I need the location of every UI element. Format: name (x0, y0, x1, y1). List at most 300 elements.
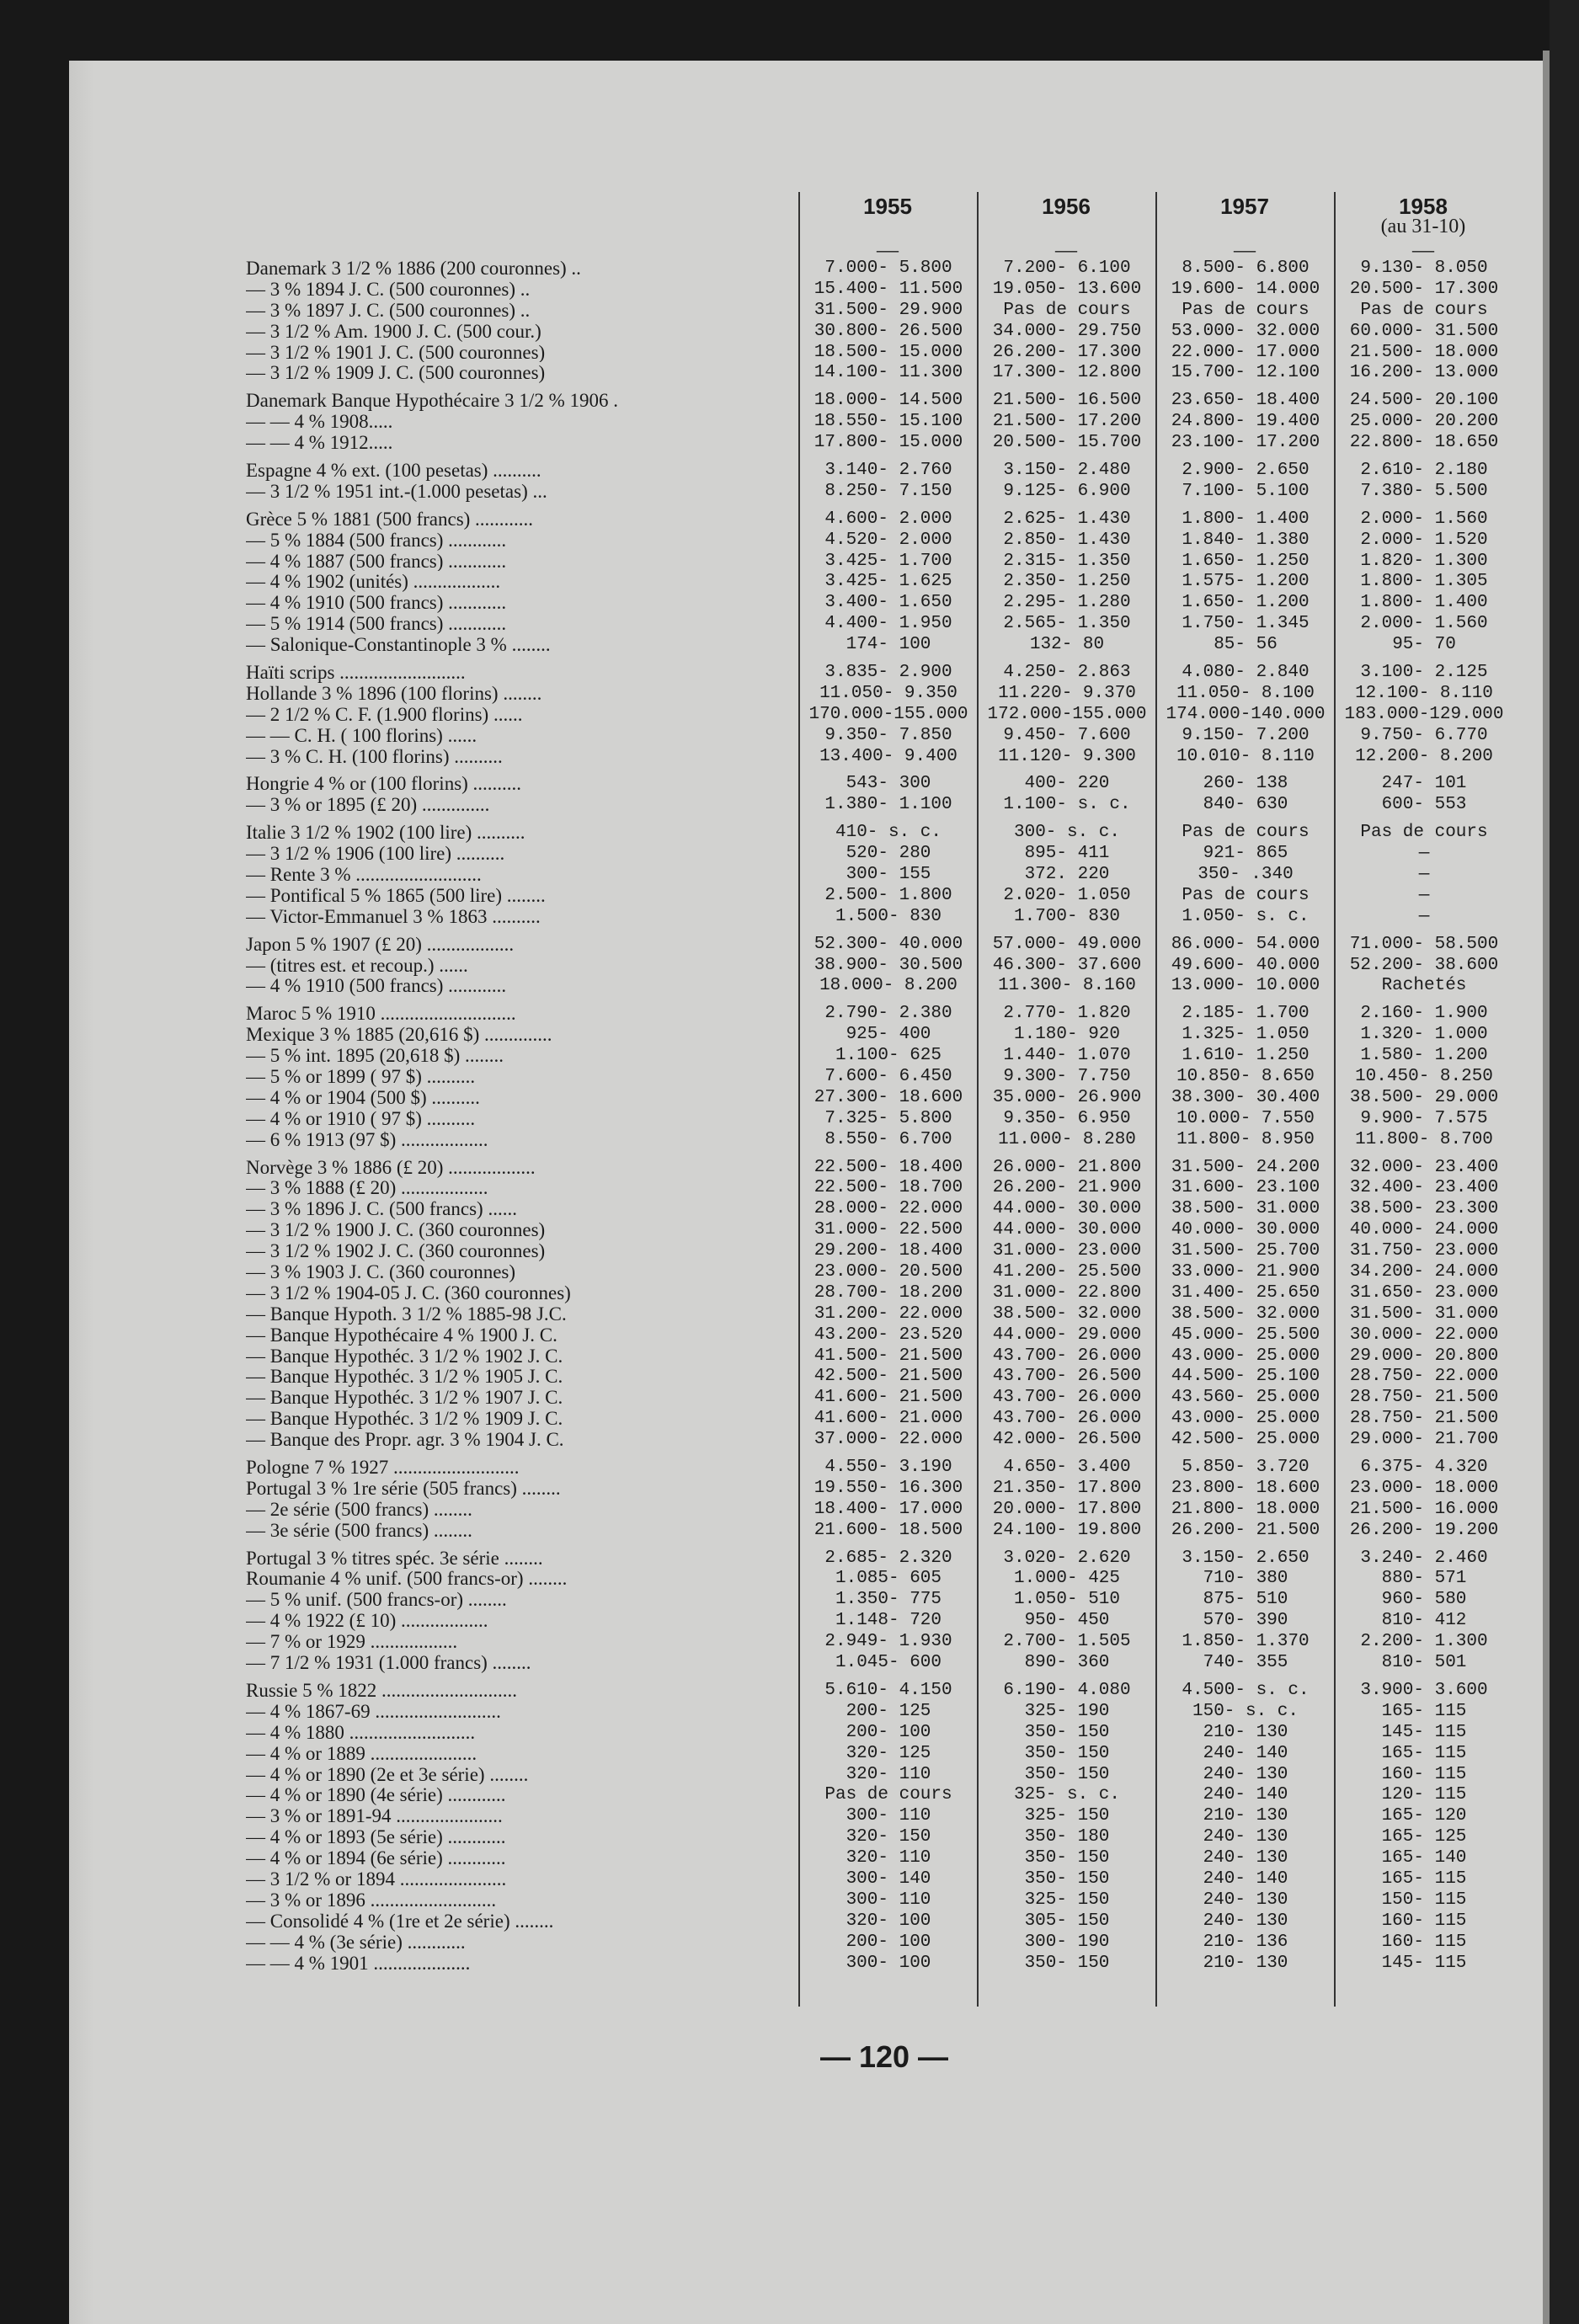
price-range-cell: 4.500- s. c. (1182, 1680, 1310, 1700)
price-range-cell: 31.500- 29.900 (814, 300, 963, 320)
security-label: — 4 % or 1910 ( 97 $) .......... (246, 1107, 476, 1129)
table-row (246, 383, 1513, 411)
price-range-cell: 300- 100 (846, 1953, 931, 1973)
price-range-cell: 240- 140 (1203, 1785, 1288, 1805)
table-row (246, 815, 1513, 843)
price-range-cell: 1.320- 1.000 (1360, 1025, 1488, 1045)
security-label: — Rente 3 % .......................... (246, 864, 482, 885)
price-range-cell: 183.000-129.000 (1344, 704, 1504, 724)
table-row (246, 955, 1513, 976)
price-range-cell: 43.700- 26.000 (992, 1409, 1142, 1429)
price-range-cell: 895- 411 (1024, 844, 1110, 864)
security-label: — 5 % or 1899 ( 97 $) .......... (246, 1066, 476, 1087)
security-label: Grèce 5 % 1881 (500 francs) ............ (246, 508, 534, 530)
security-label: — Banque Hypothéc. 3 1/2 % 1907 J. C. (246, 1387, 563, 1409)
price-range-cell: 890- 360 (1024, 1653, 1110, 1673)
price-range-cell: 1.575- 1.200 (1182, 572, 1310, 592)
price-range-cell: 165- 120 (1381, 1806, 1467, 1826)
security-label: — 3 % or 1896 .......................... (246, 1889, 497, 1911)
price-range-cell: 26.200- 21.900 (992, 1178, 1142, 1198)
price-range-cell: 925- 400 (846, 1025, 931, 1045)
security-label: — 5 % unif. (500 francs-or) ........ (246, 1589, 507, 1611)
security-label: — 4 % 1922 (£ 10) .................. (246, 1610, 488, 1632)
price-range-cell: 27.300- 18.600 (814, 1087, 963, 1107)
table-row (246, 1219, 1513, 1240)
security-label: — 4 % 1880 .......................... (246, 1721, 476, 1743)
price-range-cell: 38.500- 23.300 (1349, 1199, 1499, 1219)
price-range-cell: 18.550- 15.100 (814, 412, 963, 432)
table-row (246, 592, 1513, 613)
price-range-cell: 520- 280 (846, 844, 931, 864)
security-label: — 3 1/2 % 1901 J. C. (500 couronnes) (246, 341, 546, 363)
price-range-cell: 5.850- 3.720 (1182, 1458, 1310, 1478)
table-row (246, 1953, 1513, 1974)
price-range-cell: 44.500- 25.100 (1171, 1367, 1320, 1387)
price-range-cell: 165- 125 (1381, 1827, 1467, 1847)
price-range-cell: 210- 130 (1203, 1953, 1288, 1973)
price-range-cell: 2.770- 1.820 (1003, 1004, 1131, 1024)
price-range-cell: 145- 115 (1381, 1953, 1467, 1973)
price-range-cell: 2.850- 1.430 (1003, 530, 1131, 550)
security-label: — 4 % 1910 (500 francs) ............ (246, 592, 507, 614)
price-range-cell: 10.010- 8.110 (1176, 746, 1315, 766)
price-range-cell: 9.150- 7.200 (1182, 725, 1310, 745)
price-range-cell: 2.610- 2.180 (1360, 460, 1488, 480)
price-range-cell: 9.900- 7.575 (1360, 1108, 1488, 1128)
table-row (246, 725, 1513, 746)
price-range-cell: 52.300- 40.000 (814, 934, 963, 954)
price-range-cell: 600- 553 (1381, 795, 1467, 815)
price-range-cell: 200- 100 (846, 1722, 931, 1742)
price-range-cell: 23.000- 20.500 (814, 1262, 963, 1282)
price-range-cell: 350- 150 (1024, 1953, 1110, 1973)
price-range-cell: 410- s. c. (835, 823, 942, 843)
security-label: — — 4 % 1912..... (246, 432, 393, 454)
table-row (246, 634, 1513, 655)
price-range-cell: 86.000- 54.000 (1171, 934, 1320, 954)
table-row (246, 453, 1513, 481)
price-range-cell: 240- 140 (1203, 1868, 1288, 1889)
security-label: Haïti scrips .......................... (246, 661, 466, 683)
price-range-cell: 26.200- 21.500 (1171, 1520, 1320, 1540)
security-label: — 3 % or 1891-94 ...................... (246, 1805, 503, 1827)
price-range-cell: 28.750- 22.000 (1349, 1367, 1499, 1387)
price-range-cell: 1.000- 425 (1013, 1569, 1121, 1589)
price-range-cell: 7.200- 6.100 (1003, 258, 1131, 278)
security-label: — — 4 % 1908..... (246, 411, 393, 433)
table-row (246, 996, 1513, 1024)
table-row (246, 362, 1513, 383)
price-range-cell: 21.500- 18.000 (1349, 342, 1499, 362)
security-label: Pologne 7 % 1927 .......................... (246, 1457, 520, 1478)
price-range-cell: 44.000- 30.000 (992, 1220, 1142, 1240)
price-range-cell: 14.100- 11.300 (814, 363, 963, 383)
price-range-cell: 210- 130 (1203, 1722, 1288, 1742)
price-range-cell: 1.050- 510 (1013, 1590, 1121, 1610)
price-range-cell: 71.000- 58.500 (1349, 934, 1499, 954)
price-range-cell: 41.600- 21.500 (814, 1388, 963, 1408)
price-range-cell: 43.200- 23.520 (814, 1325, 963, 1345)
price-range-cell: 4.550- 3.190 (824, 1458, 952, 1478)
price-range-cell: 38.500- 32.000 (1171, 1303, 1320, 1324)
security-label: — Banque Hypothéc. 3 1/2 % 1905 J. C. (246, 1366, 563, 1388)
security-label: — Victor-Emmanuel 3 % 1863 .......... (246, 905, 541, 927)
price-range-cell: 31.400- 25.650 (1171, 1282, 1320, 1303)
security-label: — 4 % or 1889 ...................... (246, 1742, 477, 1764)
price-range-cell: 31.750- 23.000 (1349, 1241, 1499, 1261)
table-row (246, 1847, 1513, 1868)
table-row (246, 1722, 1513, 1743)
price-range-cell: 18.400- 17.000 (814, 1499, 963, 1519)
column-header-year: 1958 (1399, 194, 1448, 219)
price-range-cell: 2.900- 2.650 (1182, 460, 1310, 480)
security-label: Hongrie 4 % or (100 florins) .......... (246, 773, 522, 795)
price-range-cell: 4.600- 2.000 (824, 509, 952, 529)
price-range-cell: 350- 150 (1024, 1764, 1110, 1784)
price-range-cell: 23.100- 17.200 (1171, 433, 1320, 453)
table-row (246, 1784, 1513, 1805)
price-range-cell: 2.160- 1.900 (1360, 1004, 1488, 1024)
price-range-cell: 2.625- 1.430 (1003, 509, 1131, 529)
price-range-cell: 8.550- 6.700 (824, 1129, 952, 1149)
price-range-cell: 38.900- 30.500 (814, 955, 963, 975)
price-range-cell: 1.440- 1.070 (1003, 1046, 1131, 1066)
price-range-cell: 810- 412 (1381, 1611, 1467, 1631)
price-range-cell: 46.300- 37.600 (992, 955, 1142, 975)
price-range-cell: 11.120- 9.300 (998, 746, 1136, 766)
price-range-cell: 2.790- 2.380 (824, 1004, 952, 1024)
price-range-cell: 21.350- 17.800 (992, 1478, 1142, 1498)
price-range-cell: 240- 140 (1203, 1743, 1288, 1763)
price-range-cell: 32.000- 23.400 (1349, 1157, 1499, 1177)
security-label: Portugal 3 % 1re série (505 francs) ........ (246, 1477, 561, 1499)
price-range-cell: 1.750- 1.345 (1182, 614, 1310, 634)
table-row (246, 1911, 1513, 1932)
table-row (246, 683, 1513, 704)
price-range-cell: 1.650- 1.200 (1182, 593, 1310, 613)
security-label: — 4 % 1867-69 .......................... (246, 1700, 501, 1722)
price-range-cell: 165- 115 (1381, 1868, 1467, 1889)
price-range-cell: 9.350- 6.950 (1003, 1108, 1131, 1128)
price-range-cell: 28.700- 18.200 (814, 1282, 963, 1303)
price-range-cell: 30.000- 22.000 (1349, 1325, 1499, 1345)
column-header-year: 1955 (863, 194, 912, 219)
price-range-cell: 6.375- 4.320 (1360, 1458, 1488, 1478)
security-label: — Banque Hypoth. 3 1/2 % 1885-98 J.C. (246, 1303, 567, 1325)
security-label: Japon 5 % 1907 (£ 20) .................. (246, 933, 515, 955)
price-range-cell: — (1418, 906, 1430, 926)
security-label: — 3 1/2 % 1904-05 J. C. (360 couronnes) (246, 1282, 571, 1303)
price-range-cell: 11.050- 9.350 (819, 683, 958, 703)
price-range-cell: 11.220- 9.370 (998, 683, 1136, 703)
price-range-cell: 1.085- 605 (835, 1569, 942, 1589)
price-range-cell: 1.180- 920 (1013, 1025, 1121, 1045)
price-range-cell: 42.500- 21.500 (814, 1367, 963, 1387)
price-range-cell: 200- 100 (846, 1932, 931, 1952)
security-label: — Salonique-Constantinople 3 % ........ (246, 634, 551, 656)
price-range-cell: 43.000- 25.000 (1171, 1409, 1320, 1429)
table-row (246, 1150, 1513, 1178)
table-row (246, 1108, 1513, 1129)
header-rule: — (877, 237, 899, 262)
price-range-cell: 1.850- 1.370 (1182, 1632, 1310, 1652)
price-range-cell: 13.400- 9.400 (819, 746, 958, 766)
price-range-cell: 543- 300 (846, 774, 931, 794)
price-range-cell: — (1418, 844, 1430, 864)
price-range-cell: 3.150- 2.480 (1003, 460, 1131, 480)
table-row (246, 1282, 1513, 1303)
price-range-cell: 9.450- 7.600 (1003, 725, 1131, 745)
price-range-cell: 49.600- 40.000 (1171, 955, 1320, 975)
price-range-cell: 19.050- 13.600 (992, 279, 1142, 299)
price-range-cell: 2.315- 1.350 (1003, 551, 1131, 571)
table-row (246, 321, 1513, 342)
table-row (246, 1589, 1513, 1610)
header-rule: — (1055, 237, 1077, 262)
column-header-year: 1956 (1042, 194, 1091, 219)
price-range-cell: 950- 450 (1024, 1611, 1110, 1631)
header-rule: — (1412, 237, 1434, 262)
price-range-cell: 2.000- 1.520 (1360, 530, 1488, 550)
security-label: — 4 % or 1904 (500 $) .......... (246, 1086, 480, 1108)
table-row (246, 1325, 1513, 1346)
security-label: — 7 1/2 % 1931 (1.000 francs) ........ (246, 1652, 531, 1673)
price-range-cell: 570- 390 (1203, 1611, 1288, 1631)
table-row (246, 1198, 1513, 1219)
price-range-cell: 2.295- 1.280 (1003, 593, 1131, 613)
price-range-cell: 7.100- 5.100 (1182, 481, 1310, 501)
price-range-cell: 11.000- 8.280 (998, 1129, 1136, 1149)
price-range-cell: 210- 130 (1203, 1806, 1288, 1826)
price-range-cell: 400- 220 (1024, 774, 1110, 794)
price-range-cell: 3.900- 3.600 (1360, 1680, 1488, 1700)
price-range-cell: 3.835- 2.900 (824, 662, 952, 682)
security-label: — Pontifical 5 % 1865 (500 lire) ........ (246, 884, 546, 906)
table-row (246, 571, 1513, 592)
price-range-cell: 6.190- 4.080 (1003, 1680, 1131, 1700)
price-range-cell: 34.200- 24.000 (1349, 1262, 1499, 1282)
price-range-cell: 300- 110 (846, 1806, 931, 1826)
security-label: Danemark 3 1/2 % 1886 (200 couronnes) .. (246, 258, 581, 279)
price-range-cell: 16.200- 13.000 (1349, 363, 1499, 383)
price-range-cell: 18.000- 14.500 (814, 391, 963, 411)
table-row (246, 530, 1513, 551)
price-range-cell: 921- 865 (1203, 844, 1288, 864)
table-row (246, 1045, 1513, 1066)
price-range-cell: 2.000- 1.560 (1360, 614, 1488, 634)
price-range-cell: 350- .340 (1198, 864, 1294, 884)
price-range-cell: 4.650- 3.400 (1003, 1458, 1131, 1478)
price-range-cell: 13.000- 10.000 (1171, 976, 1320, 996)
table-row (246, 613, 1513, 634)
security-label: — 3 1/2 % 1902 J. C. (360 couronnes) (246, 1240, 546, 1262)
price-range-cell: 710- 380 (1203, 1569, 1288, 1589)
price-range-cell: 1.148- 720 (835, 1611, 942, 1631)
price-range-cell: 2.185- 1.700 (1182, 1004, 1310, 1024)
price-range-cell: 810- 501 (1381, 1653, 1467, 1673)
price-range-cell: 34.000- 29.750 (992, 321, 1142, 341)
table-row (246, 1450, 1513, 1478)
price-range-cell: 300- 155 (846, 864, 931, 884)
price-range-cell: 29.000- 21.700 (1349, 1430, 1499, 1450)
price-range-cell: 1.350- 775 (835, 1590, 942, 1610)
column-header-note: (au 31-10) (1380, 216, 1466, 237)
table-row (246, 432, 1513, 453)
security-label: — 4 % or 1894 (6e série) ............ (246, 1847, 506, 1869)
price-range-cell: 25.000- 20.200 (1349, 412, 1499, 432)
security-label: — 5 % int. 1895 (20,618 $) ........ (246, 1045, 504, 1067)
security-label: Italie 3 1/2 % 1902 (100 lire) .......... (246, 822, 525, 844)
security-label: — — C. H. ( 100 florins) ...... (246, 724, 477, 746)
security-label: — 3 % 1888 (£ 20) .................. (246, 1177, 488, 1199)
scan-margin-right (1550, 0, 1579, 2324)
price-range-cell: 21.500- 16.500 (992, 391, 1142, 411)
price-range-cell: 165- 115 (1381, 1701, 1467, 1721)
price-range-cell: 1.100- 625 (835, 1046, 942, 1066)
price-range-cell: 31.000- 23.000 (992, 1241, 1142, 1261)
security-label: Russie 5 % 1822 ............................ (246, 1679, 517, 1701)
table-row (246, 1541, 1513, 1569)
price-range-cell: 1.045- 600 (835, 1653, 942, 1673)
price-range-cell: 11.800- 8.700 (1355, 1129, 1493, 1149)
price-range-cell: 45.000- 25.500 (1171, 1325, 1320, 1345)
price-range-cell: Pas de cours (824, 1785, 952, 1805)
price-range-cell: Pas de cours (1003, 300, 1131, 320)
price-range-cell: 28.000- 22.000 (814, 1199, 963, 1219)
price-range-cell: 21.500- 17.200 (992, 412, 1142, 432)
price-range-cell: 31.500- 25.700 (1171, 1241, 1320, 1261)
price-range-cell: 160- 115 (1381, 1764, 1467, 1784)
table-row (246, 1673, 1513, 1701)
price-range-cell: Rachetés (1381, 976, 1467, 996)
price-range-cell: 24.800- 19.400 (1171, 412, 1320, 432)
price-range-cell: 30.800- 26.500 (814, 321, 963, 341)
price-range-cell: 172.000-155.000 (987, 704, 1147, 724)
price-range-cell: 21.800- 18.000 (1171, 1499, 1320, 1519)
price-range-cell: Pas de cours (1182, 300, 1310, 320)
security-label: — 3 % 1894 J. C. (500 couronnes) .. (246, 278, 531, 300)
price-range-cell: 7.600- 6.450 (824, 1067, 952, 1086)
price-range-cell: 160- 115 (1381, 1911, 1467, 1931)
table-row (246, 906, 1513, 927)
price-range-cell: 1.700- 830 (1013, 906, 1121, 926)
table-row (246, 1387, 1513, 1408)
bond-quotes-table (246, 258, 1513, 1973)
price-range-cell: 880- 571 (1381, 1569, 1467, 1589)
table-row (246, 502, 1513, 530)
price-range-cell: 1.380- 1.100 (824, 795, 952, 815)
price-range-cell: 165- 140 (1381, 1848, 1467, 1868)
price-range-cell: 320- 110 (846, 1848, 931, 1868)
price-range-cell: 372. 220 (1024, 864, 1110, 884)
price-range-cell: 3.400- 1.650 (824, 593, 952, 613)
price-range-cell: 1.100- s. c. (1003, 795, 1131, 815)
price-range-cell: 240- 130 (1203, 1890, 1288, 1910)
price-range-cell: 38.500- 29.000 (1349, 1087, 1499, 1107)
price-range-cell: 42.000- 26.500 (992, 1430, 1142, 1450)
price-range-cell: 132- 80 (1029, 635, 1105, 655)
table-row (246, 481, 1513, 502)
security-label: — 3 1/2 % Am. 1900 J. C. (500 cour.) (246, 320, 541, 342)
price-range-cell: 29.000- 20.800 (1349, 1346, 1499, 1366)
security-label: — 4 % or 1890 (2e et 3e série) ........ (246, 1763, 529, 1785)
price-range-cell: 875- 510 (1203, 1590, 1288, 1610)
table-row (246, 1569, 1513, 1590)
price-range-cell: 38.300- 30.400 (1171, 1087, 1320, 1107)
security-label: Roumanie 4 % unif. (500 francs-or) ........ (246, 1568, 568, 1590)
security-label: — 4 % 1887 (500 francs) ............ (246, 550, 507, 572)
price-range-cell: 37.000- 22.000 (814, 1430, 963, 1450)
table-row (246, 1701, 1513, 1722)
price-range-cell: 260- 138 (1203, 774, 1288, 794)
price-range-cell: 5.610- 4.150 (824, 1680, 952, 1700)
security-label: Espagne 4 % ext. (100 pesetas) .......... (246, 459, 541, 481)
table-row (246, 1129, 1513, 1150)
price-range-cell: 41.500- 21.500 (814, 1346, 963, 1366)
security-label: — 3 1/2 % or 1894 ...................... (246, 1868, 507, 1890)
price-range-cell: Pas de cours (1360, 300, 1488, 320)
table-row (246, 1087, 1513, 1108)
price-range-cell: 210- 136 (1203, 1932, 1288, 1952)
page-gutter-shadow (69, 61, 94, 2324)
price-range-cell: 145- 115 (1381, 1722, 1467, 1742)
price-range-cell: 31.600- 23.100 (1171, 1178, 1320, 1198)
price-range-cell: 174- 100 (846, 635, 931, 655)
price-range-cell: 29.200- 18.400 (814, 1241, 963, 1261)
price-range-cell: 150- s. c. (1192, 1701, 1299, 1721)
price-range-cell: 200- 125 (846, 1701, 931, 1721)
price-range-cell: 43.700- 26.000 (992, 1346, 1142, 1366)
price-range-cell: 1.500- 830 (835, 906, 942, 926)
price-range-cell: 33.000- 21.900 (1171, 1262, 1320, 1282)
table-row (246, 704, 1513, 725)
price-range-cell: 31.000- 22.800 (992, 1282, 1142, 1303)
price-range-cell: 44.000- 30.000 (992, 1199, 1142, 1219)
table-row (246, 1868, 1513, 1890)
table-row (246, 885, 1513, 906)
price-range-cell: 1.325- 1.050 (1182, 1025, 1310, 1045)
price-range-cell: 2.949- 1.930 (824, 1632, 952, 1652)
price-range-cell: 18.500- 15.000 (814, 342, 963, 362)
price-range-cell: 20.500- 17.300 (1349, 279, 1499, 299)
security-label: — 4 % or 1890 (4e série) ............ (246, 1784, 506, 1806)
table-row (246, 1743, 1513, 1764)
price-range-cell: 240- 130 (1203, 1827, 1288, 1847)
price-range-cell: 10.000- 7.550 (1176, 1108, 1315, 1128)
security-label: — 3 1/2 % 1906 (100 lire) .......... (246, 843, 505, 865)
table-row (246, 1499, 1513, 1520)
price-range-cell: 22.500- 18.400 (814, 1157, 963, 1177)
security-label: — Banque des Propr. agr. 3 % 1904 J. C. (246, 1429, 564, 1451)
table-row (246, 1652, 1513, 1673)
table-row (246, 1478, 1513, 1499)
price-range-cell: 325- s. c. (1013, 1785, 1121, 1805)
price-range-cell: 28.750- 21.500 (1349, 1388, 1499, 1408)
price-range-cell: 41.600- 21.000 (814, 1409, 963, 1429)
price-range-cell: 320- 100 (846, 1911, 931, 1931)
table-row (246, 655, 1513, 683)
price-range-cell: 3.020- 2.620 (1003, 1548, 1131, 1568)
column-header-year: 1957 (1220, 194, 1269, 219)
table-row (246, 1631, 1513, 1652)
header-rule: — (1234, 237, 1256, 262)
table-row (246, 551, 1513, 572)
security-label: — 3 1/2 % 1909 J. C. (500 couronnes) (246, 362, 546, 384)
price-range-cell: 2.350- 1.250 (1003, 572, 1131, 592)
security-label: — 4 % or 1893 (5e série) ............ (246, 1826, 506, 1848)
table-row (246, 1890, 1513, 1911)
security-label: — Banque Hypothéc. 3 1/2 % 1909 J. C. (246, 1408, 563, 1430)
